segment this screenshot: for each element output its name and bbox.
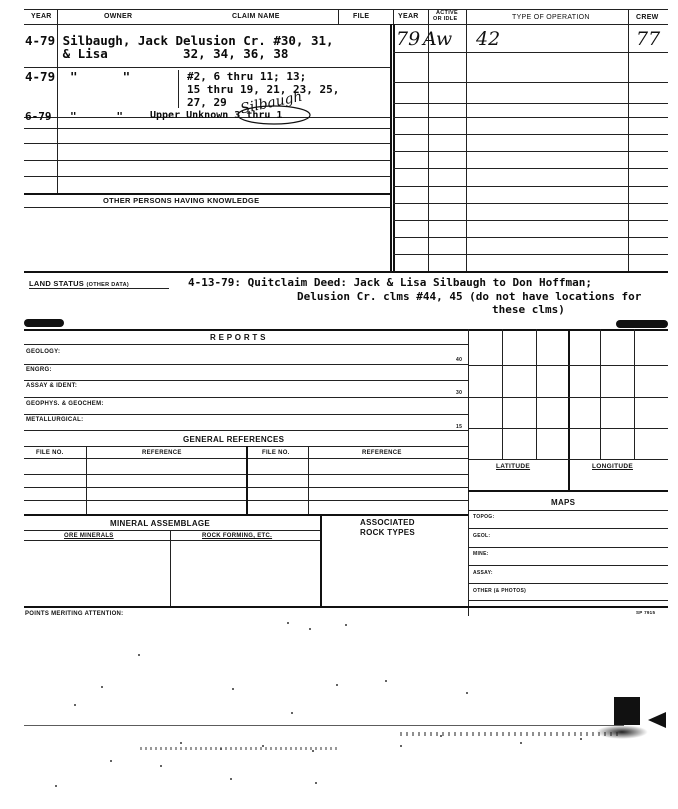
land-status-line1: 4-13-79: Quitclaim Deed: Jack & Lisa Silbaugh to Don Hoffman;	[188, 276, 592, 289]
reports-right-border	[468, 329, 469, 616]
coord-grid	[634, 329, 635, 459]
grid-line	[178, 70, 179, 108]
row-rule	[393, 52, 668, 53]
row-rule	[24, 160, 390, 161]
report-assay-num: 30	[456, 390, 463, 396]
row-rule	[393, 151, 668, 152]
coord-grid	[502, 329, 503, 459]
maps-rule	[468, 490, 668, 492]
report-geology: GEOLOGY:	[26, 349, 61, 355]
latitude-label: LATITUDE	[496, 463, 531, 470]
map-mine: MINE:	[473, 551, 489, 557]
entry-row1-line2: & Lisa 32, 34, 36, 38	[25, 46, 289, 61]
associated-line1: ASSOCIATED	[360, 518, 415, 527]
report-rule	[24, 397, 468, 398]
row-rule	[24, 176, 390, 177]
row-rule	[393, 203, 668, 204]
genref-col-sep	[308, 446, 309, 514]
genref-rule	[24, 514, 468, 516]
maps-title: MAPS	[551, 498, 576, 507]
row-rule	[393, 220, 668, 221]
header-sep	[628, 9, 629, 24]
header-sep	[57, 9, 58, 24]
header-active-2: OR IDLE	[433, 16, 458, 22]
genref-file-no-1: FILE NO.	[36, 450, 64, 456]
bottom-rule	[24, 606, 668, 608]
grid-line	[466, 24, 467, 272]
report-geophys: GEOPHYS. & GEOCHEM:	[26, 401, 104, 407]
entry-row1-line1: 4-79 Silbaugh, Jack Delusion Cr. #30, 31,	[25, 33, 334, 48]
reports-title: R E P O R T S	[210, 333, 266, 342]
handwritten-signature: Silbaugh	[239, 88, 304, 118]
entry-row3-year: 6-79	[25, 110, 52, 123]
rock-forming-label: ROCK FORMING, ETC.	[202, 533, 273, 539]
maps-rule	[468, 600, 668, 601]
header-year: YEAR	[31, 13, 52, 20]
header-sep	[466, 9, 467, 24]
row-rule	[24, 193, 390, 195]
entry-row3-owner: " "	[70, 110, 123, 123]
mineral-rule	[24, 530, 320, 531]
circle-annotation	[236, 104, 312, 126]
report-rule	[24, 380, 468, 381]
entry-row2-owner: " "	[70, 69, 131, 84]
header-bottom-rule	[24, 24, 668, 25]
genref-reference-1: REFERENCE	[142, 450, 182, 456]
genref-reference-2: REFERENCE	[362, 450, 402, 456]
coord-grid	[468, 459, 668, 460]
coord-grid	[600, 329, 601, 459]
grid-line	[428, 24, 429, 272]
entry-row2-year: 4-79	[25, 69, 56, 84]
grid-line	[628, 24, 629, 272]
report-geology-num: 40	[456, 357, 463, 363]
header-file: FILE	[353, 13, 370, 20]
report-metallurgical: METALLURGICAL:	[26, 417, 84, 423]
reports-top-rule	[24, 329, 668, 331]
mineral-rule	[24, 540, 320, 541]
activity-type: 42	[476, 28, 501, 50]
map-topog: TOPOG:	[473, 514, 495, 520]
header-sep	[428, 9, 429, 24]
row-rule	[393, 103, 668, 104]
header-sep	[393, 9, 394, 24]
report-metallurgical-num: 15	[456, 424, 463, 430]
activity-active-idle: Aw	[423, 28, 453, 50]
header-claim-name: CLAIM NAME	[232, 13, 280, 20]
report-rule	[24, 430, 468, 431]
coord-grid	[568, 329, 570, 490]
general-references-title: GENERAL REFERENCES	[183, 435, 285, 444]
header-year-activity: YEAR	[398, 13, 419, 20]
map-other: OTHER (& PHOTOS)	[473, 588, 527, 594]
section-rule	[24, 271, 668, 273]
mineral-sep	[170, 530, 171, 606]
activity-crew: 77	[636, 28, 661, 50]
map-assay: ASSAY:	[473, 570, 493, 576]
scan-smudge	[596, 725, 648, 739]
row-rule	[393, 186, 668, 187]
grid-line	[393, 24, 395, 272]
land-status-line3: these clms)	[492, 303, 565, 316]
coord-grid	[468, 365, 668, 366]
land-status-label: LAND STATUS (OTHER DATA)	[29, 279, 129, 288]
entry-row2-claim-3: 27, 29	[187, 96, 227, 109]
row-rule	[24, 67, 390, 68]
activity-year: 79	[396, 28, 421, 50]
header-active-1: ACTIVE	[436, 10, 458, 16]
row-rule	[393, 82, 668, 83]
entry-row2-claim-1: #2, 6 thru 11; 13;	[187, 70, 307, 83]
row-rule	[24, 128, 390, 129]
ore-minerals-label: ORE MINERALS	[64, 533, 114, 539]
points-meriting-label: POINTS MERITING ATTENTION:	[25, 611, 124, 617]
land-status-line2: Delusion Cr. clms #44, 45 (do not have locations for	[297, 290, 642, 303]
row-rule	[393, 237, 668, 238]
header-sep	[338, 9, 339, 24]
maps-rule	[468, 547, 668, 548]
registration-mark	[614, 697, 640, 725]
report-engrg: ENGRG:	[26, 367, 52, 373]
row-rule	[393, 134, 668, 135]
report-rule	[24, 364, 468, 365]
mineral-sep	[320, 514, 322, 606]
header-type-of-operation: TYPE OF OPERATION	[512, 14, 590, 21]
report-assay: ASSAY & IDENT:	[26, 383, 78, 389]
form-number: SP 7915	[636, 610, 656, 615]
maps-rule	[468, 583, 668, 584]
row-rule	[24, 143, 390, 144]
associated-line2: ROCK TYPES	[360, 528, 416, 537]
maps-rule	[468, 528, 668, 529]
header-top-rule	[24, 9, 668, 10]
report-rule	[24, 414, 468, 415]
grid-line	[390, 24, 392, 272]
map-geol: GEOL:	[473, 533, 491, 539]
coord-grid	[468, 428, 668, 429]
header-crew: CREW	[636, 14, 659, 21]
other-persons-label: OTHER PERSONS HAVING KNOWLEDGE	[103, 196, 260, 205]
maps-rule	[468, 510, 668, 511]
coord-grid	[468, 397, 668, 398]
header-owner: OWNER	[104, 13, 133, 20]
row-rule	[393, 254, 668, 255]
genref-file-no-2: FILE NO.	[262, 450, 290, 456]
row-rule	[393, 117, 668, 118]
genref-col-sep	[86, 446, 87, 514]
reports-rule	[24, 344, 468, 345]
longitude-label: LONGITUDE	[592, 463, 633, 470]
entry-row3-claim: Upper Unknown 3 thru 1	[150, 110, 283, 121]
mineral-assemblage-title: MINERAL ASSEMBLAGE	[110, 519, 211, 528]
coord-grid	[536, 329, 537, 459]
row-rule	[24, 207, 390, 208]
triangle-mark	[648, 712, 666, 728]
smudge-right	[616, 320, 668, 328]
genref-col-sep	[246, 446, 248, 514]
smudge-left	[24, 319, 64, 327]
row-rule	[393, 168, 668, 169]
entry-row2-claim-2: 15 thru 19, 21, 23, 25,	[187, 83, 340, 96]
land-status-underline	[29, 288, 169, 289]
maps-rule	[468, 565, 668, 566]
